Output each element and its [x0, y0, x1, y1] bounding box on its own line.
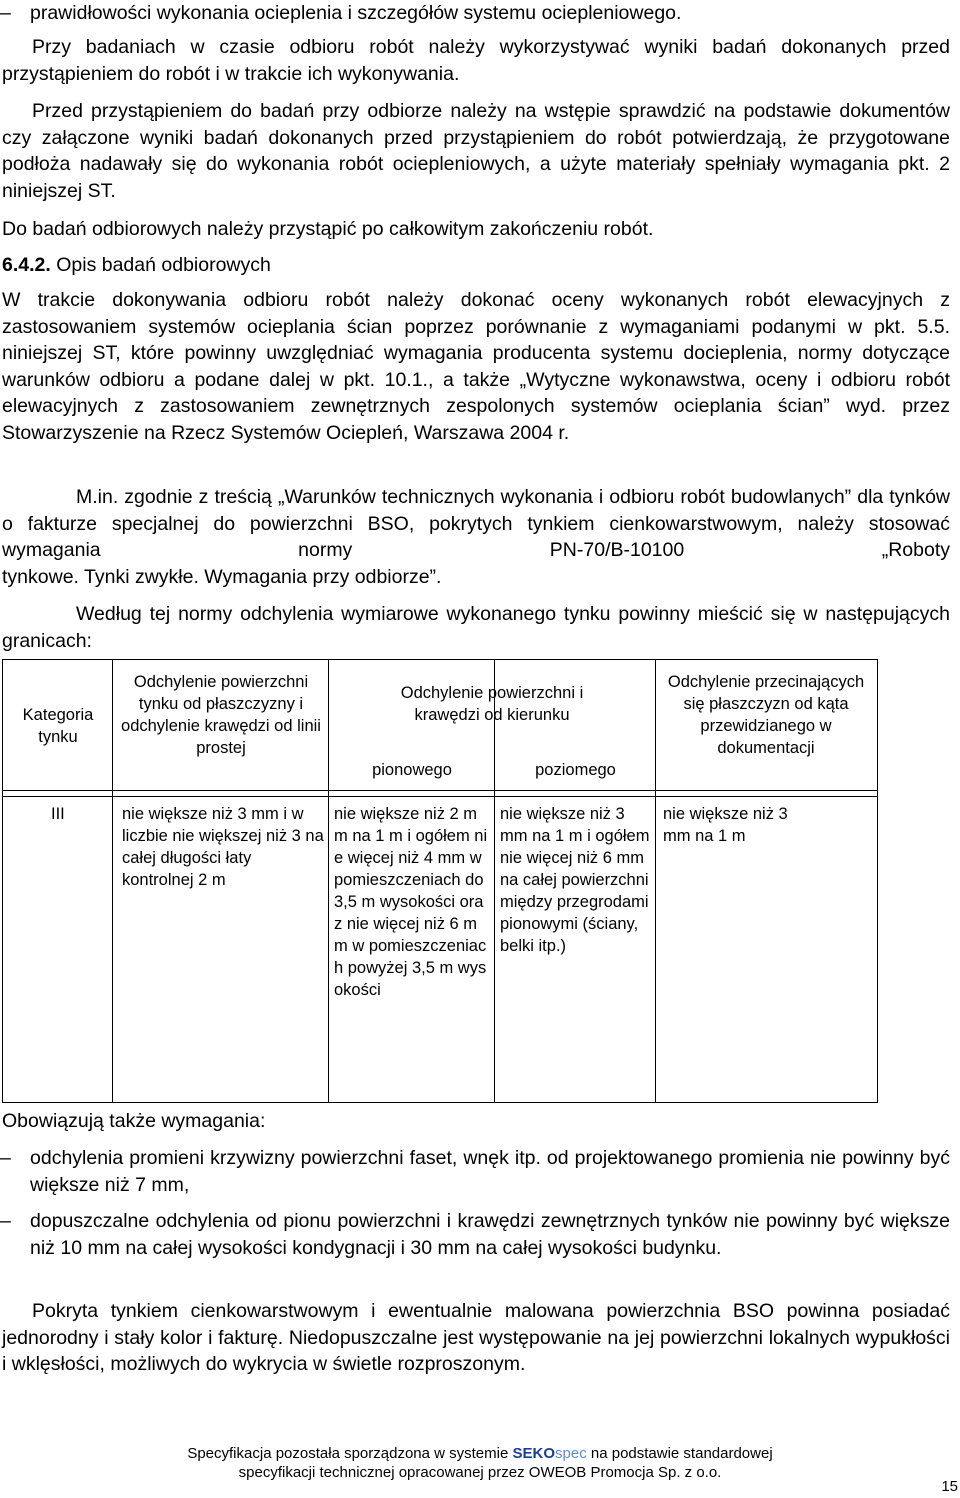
footer-line-1: Specyfikacja pozostała sporządzona w systemie SEKOspec na podstawie standardowej [187, 1445, 773, 1462]
cell-surface-deviation: nie większe niż 3 mm i w liczbie nie większej niż 3 na całej długości łaty kontrolnej 2 m [122, 805, 324, 889]
section-heading [2, 252, 950, 279]
header-category: Kategoria tynku [22, 706, 94, 746]
header-surface-deviation: Odchylenie powierzchni tynku od płaszczyzny i odchylenie krawędzi od linii prostej [121, 673, 321, 757]
cell-horizontal-deviation: nie większe niż 3 mm na 1 m i ogółem nie więcej niż 6 mm na całej powierzchni między przegrodami pionowymi (ściany, belki itp.) [500, 805, 650, 955]
bullet-text: prawidłowości wykonania ocieplenia i szczegółów systemu ociepleniowego. [30, 2, 682, 24]
paragraph-final: Pokryta tynkiem cienkowarstwowym i ewentualnie malowana powierzchnia BSO powinna posiadać jednorodny i stały kolor i fakturę. Niedopuszczalne jest występowanie na jej powierzchni lokalnych wypukłości i wklęsłości, możliwych do wykrycia w świetle rozproszonym. [2, 1300, 950, 1375]
also-required-heading: Obowiązują także wymagania: [2, 1110, 266, 1132]
cell-category: III [51, 805, 65, 823]
section-number: 6.4.2. [2, 254, 51, 276]
requirement-text: dopuszczalne odchylenia od pionu powierzchni i krawędzi zewnętrznych tynków nie powinny być większe niż 10 mm na całej wysokości kondygnacji i 30 mm na całej wysokości budynku. [30, 1210, 950, 1259]
header-angle-deviation: Odchylenie przecinających się płaszczyzn od kąta przewidzianego w dokumentacji [667, 673, 865, 757]
cell-angle-deviation: nie większe niż 3 mm na 1 m [663, 805, 788, 845]
dash-marker: – [0, 1147, 11, 1169]
requirement-text: odchylenia promieni krzywizny powierzchni faset, wnęk itp. od projektowanego promienia nie powinny być większe niż 7 mm, [30, 1147, 950, 1196]
paragraph-standard-tail: tynkowe. Tynki zwykłe. Wymagania przy odbiorze”. [2, 566, 442, 588]
dash-marker: – [0, 2, 11, 24]
paragraph-standard-lead: M.in. zgodnie z treścią „Warunków technicznych wykonania i odbioru robót budowlanych” dla tynków o fakturze specjalnej do powierzchni BSO, pokrytych tynkiem cienkowarstwowym, należy stosować wymagania normy PN-70/B-10100 „Roboty [2, 486, 950, 561]
header-direction-deviation: Odchylenie powierzchni i krawędzi od kierunku [400, 684, 584, 724]
paragraph-norm: Według tej normy odchylenia wymiarowe wykonanego tynku powinny mieścić się w następujących granicach: [2, 603, 950, 652]
tolerance-table [2, 659, 878, 1103]
footer-line-2: specyfikacji technicznej opracowanej przez OWEOB Promocja Sp. z o.o. [238, 1464, 722, 1481]
paragraph-tests: Przy badaniach w czasie odbioru robót należy wykorzystywać wyniki badań dokonanych przed przystąpieniem do robót i w trakcie ich wykonywania. [2, 36, 950, 85]
cell-vertical-deviation: nie większe niż 2 mm na 1 m i ogółem nie więcej niż 4 mm w pomieszczeniach do 3,5 m wysokości oraz nie więcej niż 6 mm w pomieszczeniach powyżej 3,5 m wysokości [334, 805, 488, 999]
brand-logo-seko: SEKO [512, 1445, 556, 1462]
paragraph-before-tests: Przed przystąpieniem do badań przy odbiorze należy na wstępie sprawdzić na podstawie dokumentów czy załączone wyniki badań dokonanych przed przystąpieniem do robót potwierdzają, że przygotowane podłoża nadawały się do wykonania robót ociepleniowych, a użyte materiały spełniały wymagania pkt. 2 niniejszej ST. [2, 100, 950, 202]
brand-logo-spec: spec [555, 1445, 587, 1462]
paragraph-main: W trakcie dokonywania odbioru robót należy dokonać oceny wykonanych robót elewacyjnych z zastosowaniem systemów ocieplania ścian poprzez porównanie z wymaganiami podanymi w pkt. 5.5. niniejszej ST, które powinny uwzględniać wymagania producenta systemu docieplenia, normy dotyczące warunków odbioru a podane dalej w pkt. 10.1., a także „Wytyczne wykonawstwa, oceny i odbioru robót elewacyjnych z zastosowaniem zewnętrznych zespolonych systemów ocieplania ścian” wyd. przez Stowarzyszenie na Rzecz Systemów Ociepleń, Warszawa 2004 r. [2, 289, 950, 444]
dash-marker: – [0, 1210, 11, 1232]
header-horizontal: poziomego [535, 761, 616, 779]
section-title: Opis badań odbiorowych [56, 254, 271, 276]
paragraph-after-works: Do badań odbiorowych należy przystąpić po całkowitym zakończeniu robót. [2, 218, 654, 240]
header-vertical: pionowego [372, 761, 452, 779]
footer [0, 1444, 960, 1482]
page-number: 15 [941, 1478, 958, 1495]
